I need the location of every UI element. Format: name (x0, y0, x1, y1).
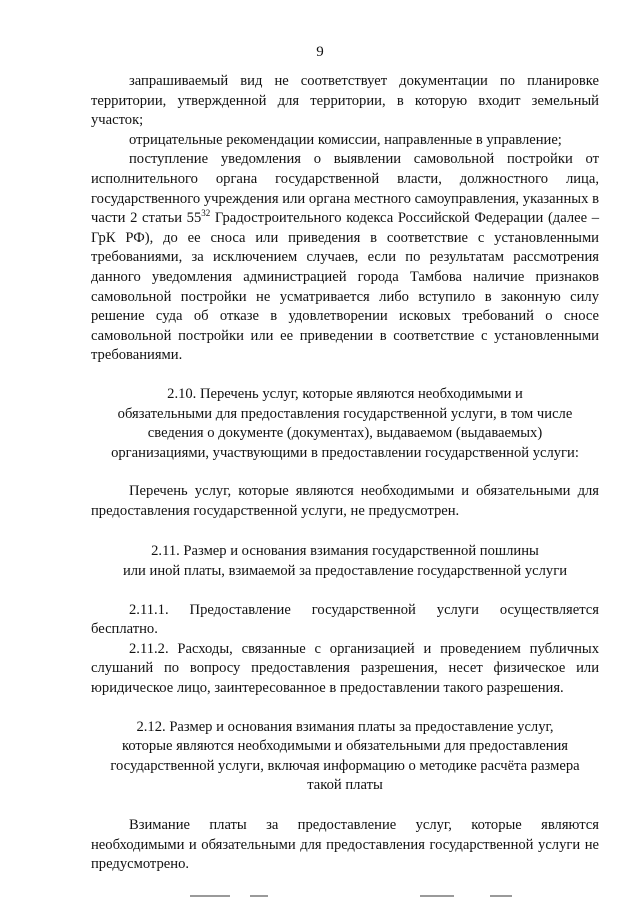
page-number: 9 (316, 44, 324, 60)
heading-2-12-line1: 2.12. Размер и основания взимания платы за предоставление услуг, (136, 718, 554, 735)
paragraph-2-11-1: 2.11.1. Предоставление государственной услуги осуществляется бесплатно. (91, 601, 599, 638)
heading-2-12-line4: такой платы (307, 777, 383, 794)
heading-2-10-line3: сведения о документе (документах), выдаваемом (выдаваемых) (147, 425, 543, 442)
heading-2-10 (91, 385, 599, 463)
heading-2-10-line2: обязательными для предоставления государственной услуги, в том числе (117, 405, 573, 422)
paragraph-2-12-body: Взимание платы за предоставление услуг, которые являются необходимыми и обязательными для предоставления государственной услуги не предусмотрено. (91, 817, 599, 873)
heading-2-12-line2: которые являются необходимыми и обязательными для предоставления (121, 738, 569, 755)
paragraph-planning-mismatch: запрашиваемый вид не соответствует документации по планировке территории, утвержденной для территории, в которую входит земельный участок; (91, 73, 599, 129)
superscript-article-index: 32 (201, 208, 211, 219)
heading-2-10-line1: 2.10. Перечень услуг, которые являются необходимыми и (167, 385, 523, 402)
paragraph-unauthorized-construction-part2: Градостроительного кодекса Российской Федерации (далее – ГрК РФ), до ее сноса или приведения в соответствие с установленными требованиями, за исключением случаев, если по результатам рассмотрения данного уведомления администрацией города Тамбова наличие признаков самовольной постройки не усматривается либо вступило в законную силу решение суда об отказе в удовлетворении исковых требований о сносе самовольной постройки или ее приведении в соответствие с установленными требованиями. (91, 210, 600, 364)
heading-2-11-line1: 2.11. Размер и основания взимания государственной пошлины (151, 543, 539, 560)
document-body (91, 72, 599, 875)
paragraph-2-11-2: 2.11.2. Расходы, связанные с организацией и проведением публичных слушаний по вопросу предоставления разрешения, несет физическое или юридическое лицо, заинтересованное в предоставлении такого разрешения. (91, 640, 599, 697)
paragraph-unauthorized-construction-part1: поступление уведомления о выявлении самовольной постройки от исполнительного органа государственной власти, должностного лица, государственного учреждения или органа местного самоуправления, указанных в части 2 статьи 55 (91, 151, 599, 227)
heading-2-11-line2: или иной платы, взимаемой за предоставление государственной услуги (122, 563, 568, 580)
heading-2-11 (91, 542, 599, 581)
scan-artifact-marks (190, 895, 520, 898)
paragraph-unauthorized-construction (91, 150, 599, 366)
paragraph-commission-recommendations: отрицательные рекомендации комиссии, направленные в управление; (129, 131, 562, 148)
heading-2-12 (91, 718, 599, 796)
paragraph-2-10-body: Перечень услуг, которые являются необходимыми и обязательными для предоставления государственной услуги, не предусмотрен. (91, 483, 599, 519)
heading-2-10-line4: организациями, участвующими в предоставлении государственной услуги: (111, 444, 579, 461)
heading-2-12-line3: государственной услуги, включая информацию о методике расчёта размера (110, 757, 580, 774)
